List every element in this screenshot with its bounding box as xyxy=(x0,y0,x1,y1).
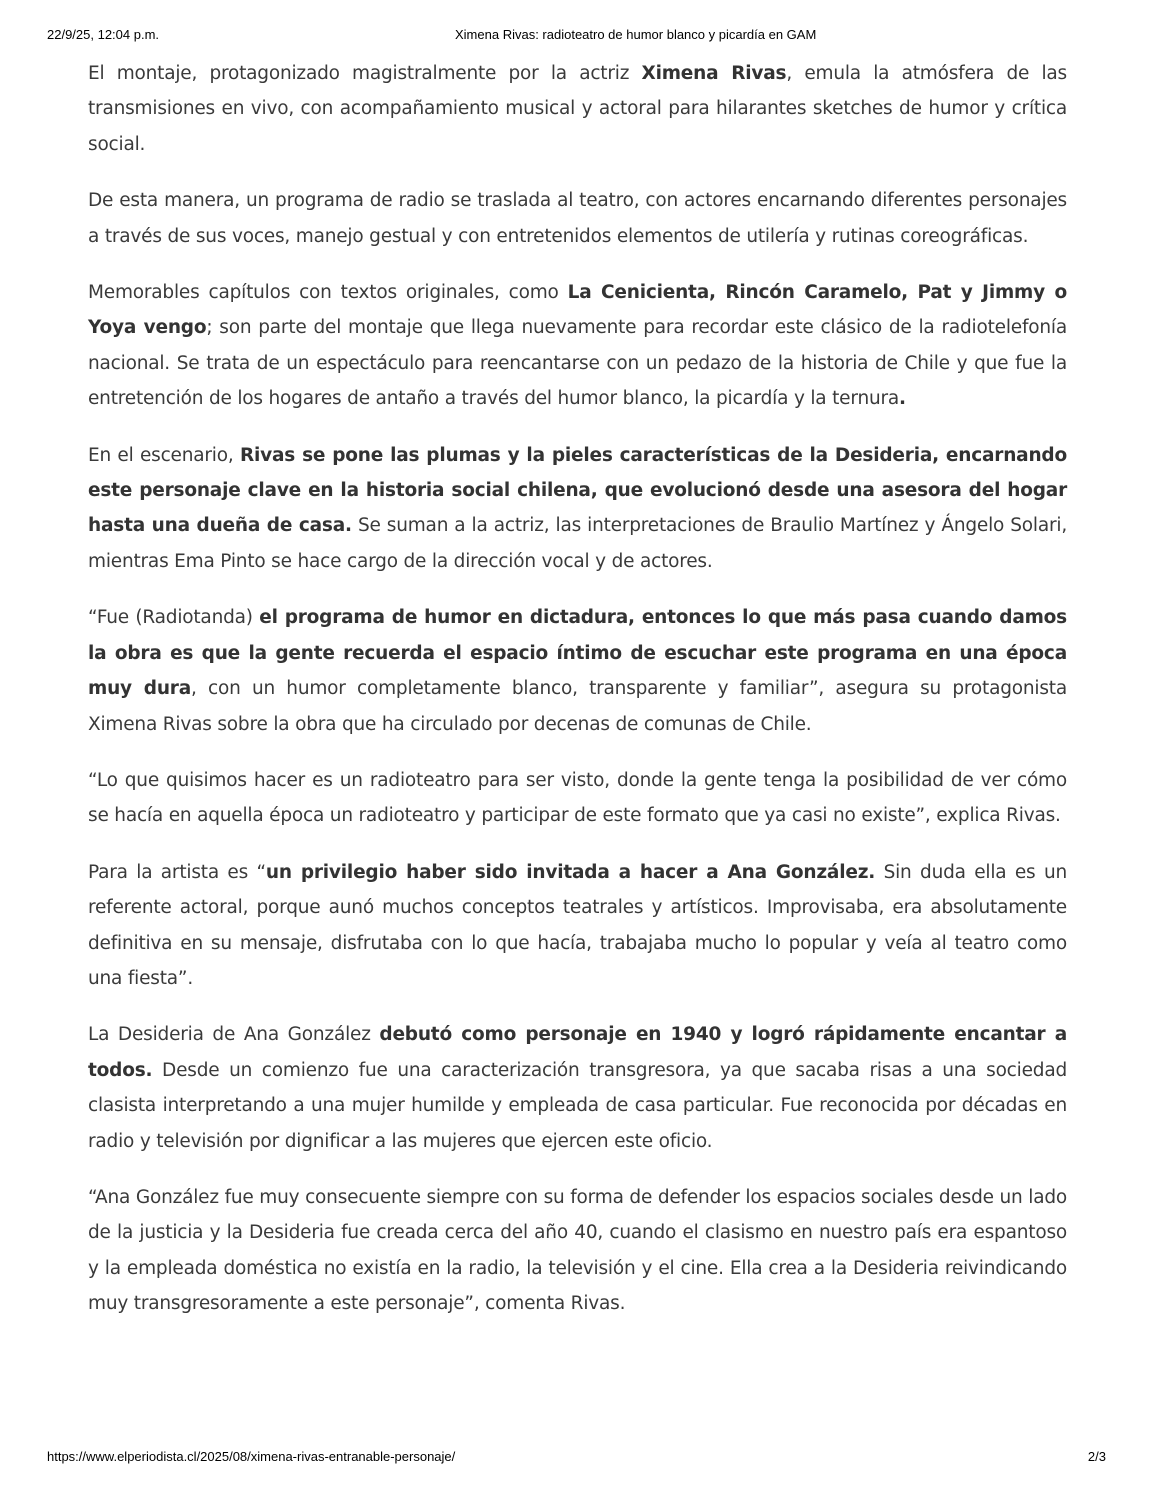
article-text: Sin duda ella es un referente actoral, porque aunó muchos conceptos teatrales y artísticos. Improvisaba, era absolutamente definitiva en su mensaje, disfrutaba con lo que hacía, trabajaba mucho lo popular y veía al teatro como una fiesta”. xyxy=(88,861,1068,989)
article-paragraph xyxy=(88,56,1067,162)
article-text-bold: el programa de humor en dictadura, entonces lo que más pasa cuando damos la obra es que la gente recuerda el espacio íntimo de escuchar este programa en una época muy dura xyxy=(88,607,1067,700)
article-text-bold: un privilegio haber sido invitada a hacer a Ana González. xyxy=(265,861,876,883)
print-header-document-title: Ximena Rivas: radioteatro de humor blanco y picardía en GAM xyxy=(455,27,817,42)
article-paragraph xyxy=(88,763,1067,834)
article-text-bold: debutó como personaje en 1940 y logró rápidamente encantar a todos. xyxy=(88,1024,1067,1081)
article-text: La Desideria de Ana González xyxy=(88,1024,380,1046)
article-paragraph xyxy=(88,855,1067,997)
article-paragraph xyxy=(88,600,1067,742)
article-text: “Fue (Radiotanda) xyxy=(88,607,260,629)
article-text: Para la artista es “ xyxy=(88,861,266,883)
article-text-bold: Rivas se pone las plumas y la pieles características de la Desideria, encarnando este personaje clave en la historia social chilena, que evolucionó desde una asesora del hogar hasta una dueña de casa. xyxy=(88,444,1067,537)
article-body xyxy=(88,56,1067,1343)
article-text: ; son parte del montaje que llega nuevamente para recordar este clásico de la radiotelefonía nacional. Se trata de un espectáculo para reencantarse con un pedazo de la historia de Chile y que fue la entretención de los hogares de antaño a través del humor blanco, la picardía y la ternura xyxy=(88,317,1067,410)
article-text: En el escenario, xyxy=(88,444,240,466)
article-text-bold: La Cenicienta, Rincón Caramelo, Pat y Jimmy o Yoya vengo xyxy=(88,282,1068,339)
article-text: “Lo que quisimos hacer es un radioteatro para ser visto, donde la gente tenga la posibilidad de ver cómo se hacía en aquella época un radioteatro y participar de este formato que ya casi no existe”, explica Rivas. xyxy=(88,769,1067,827)
article-text: “Ana González fue muy consecuente siempre con su forma de defender los espacios sociales desde un lado de la justicia y la Desideria fue creada cerca del año 40, cuando el clasismo en nuestro país era espantoso y la empleada doméstica no existía en la radio, la televisión y el cine. Ella crea a la Desideria reivindicando muy transgresoramente a este personaje”, comenta Rivas. xyxy=(88,1186,1067,1315)
article-paragraph xyxy=(88,438,1067,580)
article-text-bold: Ximena Rivas xyxy=(641,63,787,84)
article-text: Se suman a la actriz, las interpretaciones de Braulio Martínez y Ángelo Solari, mientras Ema Pinto se hace cargo de la dirección vocal y de actores. xyxy=(88,515,1067,572)
article-text: Desde un comienzo fue una caracterización transgresora, ya que sacaba risas a una sociedad clasista interpretando a una mujer humilde y empleada de casa particular. Fue reconocida por décadas en radio y televisión por dignificar a las mujeres que ejercen este oficio. xyxy=(88,1059,1067,1152)
article-text: Memorables capítulos con textos originales, como xyxy=(88,282,568,304)
article-paragraph xyxy=(88,1017,1067,1159)
article-paragraph xyxy=(88,275,1067,417)
print-footer-source-url: https://www.elperiodista.cl/2025/08/ximena-rivas-entranable-personaje/ xyxy=(47,1449,456,1464)
article-text-bold: . xyxy=(899,388,906,410)
article-text: , emula la atmósfera de las transmisiones en vivo, con acompañamiento musical y actoral para hilarantes sketches de humor y crítica social. xyxy=(88,63,1067,155)
article-paragraph xyxy=(88,1180,1067,1322)
article-text: El montaje, protagonizado magistralmente por la actriz xyxy=(88,63,642,84)
article-text: De esta manera, un programa de radio se traslada al teatro, con actores encarnando diferentes personajes a través de sus voces, manejo gestual y con entretenidos elementos de utilería y rutinas coreográficas. xyxy=(88,190,1067,247)
print-header-datetime: 22/9/25, 12:04 p.m. xyxy=(47,27,160,42)
article-paragraph xyxy=(88,183,1067,254)
print-footer-page-number: 2/3 xyxy=(1087,1449,1106,1464)
article-text: , con un humor completamente blanco, transparente y familiar”, asegura su protagonista Ximena Rivas sobre la obra que ha circulado por decenas de comunas de Chile. xyxy=(88,678,1067,735)
